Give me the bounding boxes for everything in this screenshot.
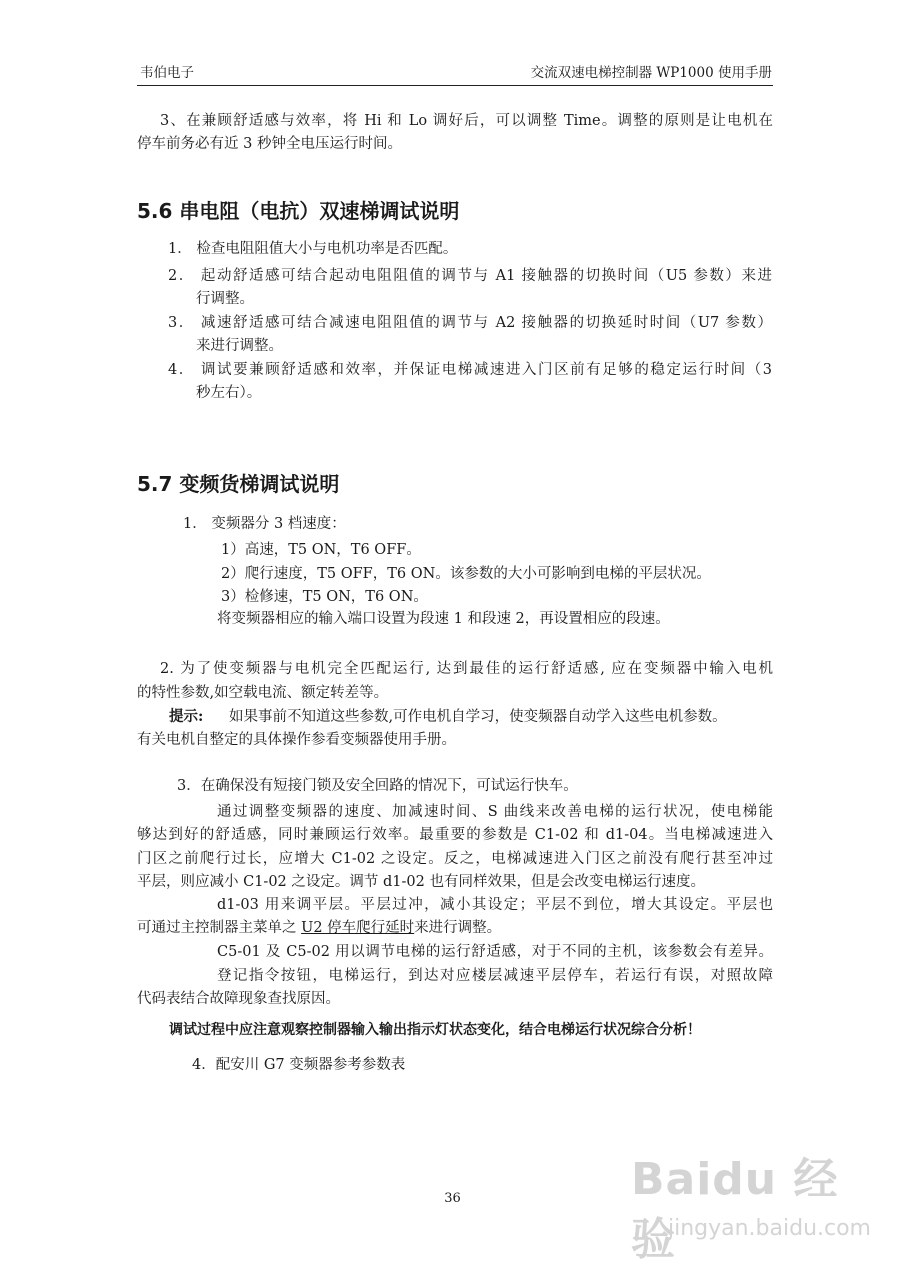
- sec56-item-1: 1． 检查电阻阻值大小与电机功率是否匹配。: [168, 241, 458, 257]
- header-left-title: 韦伯电子: [140, 65, 194, 81]
- p3-line-6: [137, 918, 501, 938]
- sec57-point-1: 1． 变频器分 3 档速度：: [183, 516, 346, 532]
- tip-label: 提示:: [169, 708, 204, 725]
- sec56-item-4-cont: 秒左右）。: [196, 385, 262, 401]
- sec57-point-4: 4．配安川 G7 变频器参考参数表: [192, 1057, 406, 1073]
- bold-debug-note: 调试过程中应注意观察控制器输入输出指示灯状态变化，结合电梯运行状况综合分析！: [169, 1022, 701, 1038]
- watermark: [631, 1150, 871, 1265]
- speed-crawl: 2）爬行速度，T5 OFF，T6 ON。该参数的大小可影响到电梯的平层状况。: [221, 566, 711, 582]
- section-5-7-title: 5.7 变频货梯调试说明: [137, 472, 340, 496]
- sec57-point-2: 2. 为了使变频器与电机完全匹配运行, 达到最佳的运行舒适感, 应在变频器中输入电机: [160, 661, 773, 677]
- sec56-item-4: 4． 调试要兼顾舒适感和效率，并保证电梯减速进入门区前有足够的稳定运行时间（3: [168, 362, 772, 378]
- p3-line-4: 平层，则应减小 C1-02 之设定。调节 d1-02 也有同样效果，但是会改变电梯运行速度。: [137, 874, 705, 890]
- p3-line-3: 门区之前爬行过长，应增大 C1-02 之设定。反之，电梯减速进入门区之前没有爬行甚至冲过: [137, 851, 773, 867]
- p3-line-8: 登记指令按钮，电梯运行，到达对应楼层减速平层停车，若运行有误，对照故障: [217, 968, 773, 984]
- p3-line-1: 通过调整变频器的速度、加减速时间、S 曲线来改善电梯的运行状况，使电梯能: [217, 804, 773, 820]
- speed-inspect: 3）检修速，T5 ON，T6 ON。: [221, 589, 428, 605]
- p3-line-7: C5-01 及 C5-02 用以调节电梯的运行舒适感，对于不同的主机，该参数会有差异。: [217, 944, 773, 960]
- intro-line-1: 3、在兼顾舒适感与效率，将 Hi 和 Lo 调好后，可以调整 Time。调整的原则是让电机在: [160, 113, 773, 129]
- section-5-6-title: 5.6 串电阻（电抗）双速梯调试说明: [137, 199, 460, 223]
- watermark-url: jingyan.baidu.com: [667, 1216, 871, 1241]
- p3-line-2: 够达到好的舒适感，同时兼顾运行效率。最重要的参数是 C1-02 和 d1-04。当电梯减速进入: [137, 827, 773, 843]
- sec56-item-2-cont: 行调整。: [196, 291, 254, 307]
- page-number: 36: [444, 1191, 461, 1206]
- sec57-point-2-cont: 的特性参数,如空载电流、额定转差等。: [137, 685, 389, 701]
- speed-port-setting: 将变频器相应的输入端口设置为段速 1 和段速 2，再设置相应的段速。: [217, 611, 670, 627]
- p3-line-6-pre: 可通过主控制器主菜单之: [137, 920, 302, 936]
- p3-line-5: d1-03 用来调平层。平层过冲，减小其设定；平层不到位，增大其设定。平层也: [217, 897, 773, 913]
- sec56-item-2: 2． 起动舒适感可结合起动电阻阻值的调节与 A1 接触器的切换时间（U5 参数）来进: [168, 268, 772, 284]
- u2-stop-crawl-delay-ref: U2 停车爬行延时: [301, 920, 415, 936]
- header-divider: [137, 85, 773, 86]
- p3-line-6-post: 来进行调整。: [414, 920, 502, 936]
- sec56-item-3-cont: 来进行调整。: [196, 338, 283, 354]
- p3-line-9: 代码表结合故障现象查找原因。: [137, 991, 340, 1007]
- tip-text-cont: 有关电机自整定的具体操作参看变频器使用手册。: [137, 732, 456, 748]
- sec57-point-3: 3．在确保没有短接门锁及安全回路的情况下，可试运行快车。: [177, 778, 578, 794]
- header-right-title: 交流双速电梯控制器 WP1000 使用手册: [530, 65, 772, 81]
- intro-line-2: 停车前务必有近 3 秒钟全电压运行时间。: [137, 136, 402, 152]
- speed-high: 1）高速，T5 ON，T6 OFF。: [221, 542, 421, 558]
- sec56-item-3: 3． 减速舒适感可结合减速电阻阻值的调节与 A2 接触器的切换延时时间（U7 参数）: [168, 315, 772, 331]
- watermark-logo: Baidu 经验: [631, 1154, 839, 1265]
- tip-text: 如果事前不知道这些参数,可作电机自学习，使变频器自动学入这些电机参数。: [229, 709, 727, 725]
